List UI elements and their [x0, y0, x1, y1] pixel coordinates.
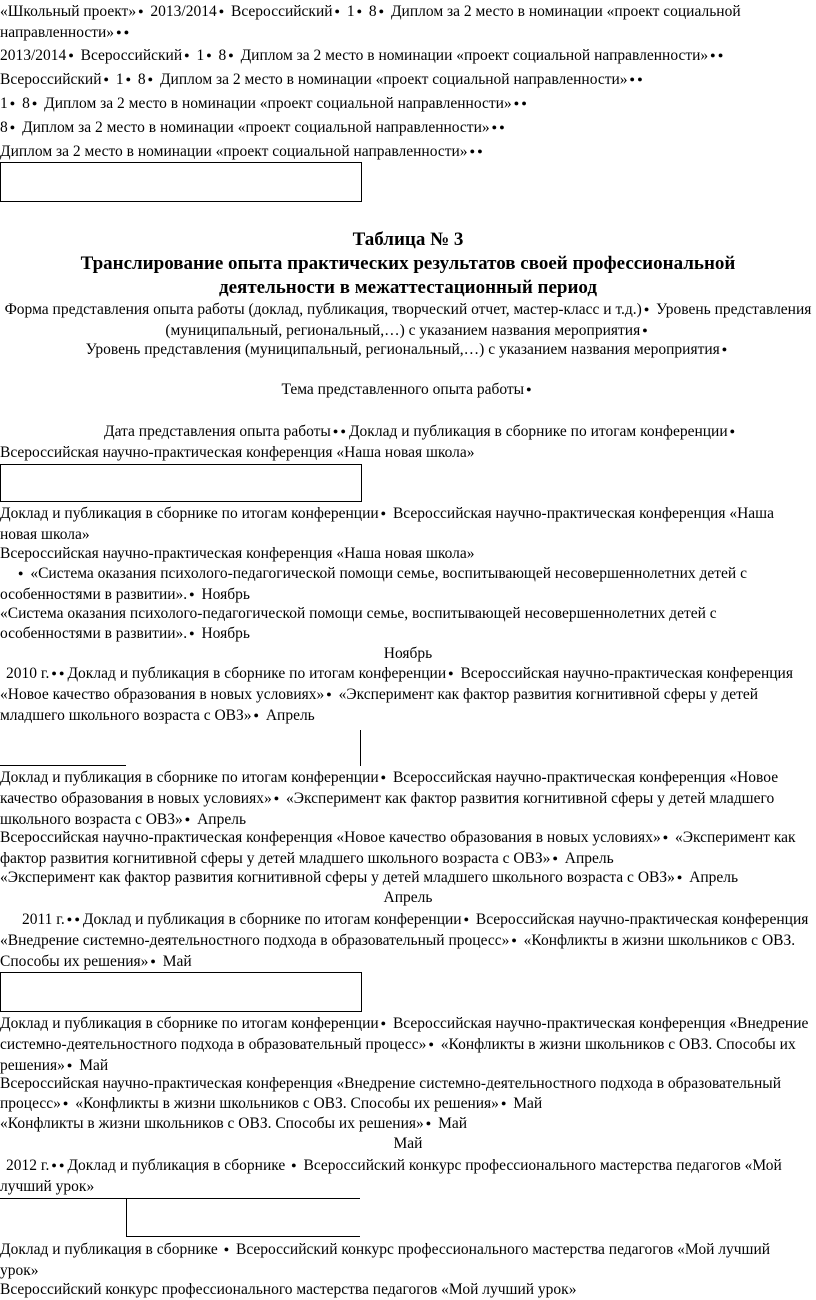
row-3-topic: «Конфликты в жизни школьников с ОВЗ. Способы их решения»● Май	[0, 1114, 810, 1135]
row-3-form: Доклад и публикация в сборнике по итогам конференции● Всероссийская научно-практическая конференция «Внедрение системно-деятельностного подхода в образовательный процесс»● «Конфликты в жизни школьников с ОВЗ. Способы их решения»● Май	[0, 1014, 810, 1077]
row-1-event: Всероссийская научно-практическая конференция «Наша новая школа»	[0, 545, 475, 562]
row-2-month: Апрель	[383, 889, 433, 906]
row-4-event: Всероссийский конкурс профессионального мастерства педагогов «Мой лучший урок»	[0, 1281, 577, 1298]
row-4-form: Доклад и публикация в сборнике ● Всероссийский конкурс профессионального мастерства педагогов «Мой лучший урок»	[0, 1240, 810, 1281]
column-header-date: Дата представления опыта работы● ● Доклад и публикация в сборнике по итогам конференции● Всероссийская научно-практическая конференция «Наша новая школа»	[0, 422, 810, 463]
row-1-form: Доклад и публикация в сборнике по итогам конференции● Всероссийская научно-практическая конференция «Наша новая школа»	[0, 504, 810, 545]
row-3-event: Всероссийская научно-практическая конференция «Внедрение системно-деятельностного подхода в образовательный процесс»● «Конфликты в жизни школьников с ОВЗ. Способы их решения»● Май	[0, 1074, 810, 1115]
column-header-level: Уровень представления (муниципальный, региональный,…) с указанием названия мероприятия●	[0, 340, 816, 361]
empty-cell-box	[0, 464, 362, 502]
table-title: Транслирование опыта практических результатов своей профессиональной деятельности в межаттестационный период	[80, 253, 736, 298]
table-rule	[126, 1236, 360, 1237]
table-number: Таблица № 3	[352, 229, 464, 250]
text-line-6: Диплом за 2 место в номинации «проект социальной направленности»● ●	[0, 142, 810, 163]
row-3-month: Май	[393, 1135, 423, 1152]
table-rule	[360, 730, 361, 766]
row-1-month: Ноябрь	[383, 645, 433, 662]
column-header-topic: Тема представленного опыта работы●	[0, 380, 816, 401]
table-rule	[126, 1198, 127, 1236]
empty-cell-box	[0, 972, 362, 1012]
row-1-topic: ● «Система оказания психолого-педагогической помощи семье, воспитывающей несовершеннолетних детей с особенностями в развитии».● Ноябрь	[0, 564, 810, 606]
row-2-year: 2010 г.● ● Доклад и публикация в сборнике по итогам конференции● Всероссийская научно-практическая конференция «Новое качество образования в новых условиях»● «Эксперимент как фактор развития когнитивной сферы у детей младшего школьного возраста с ОВЗ»● Апрель	[0, 664, 810, 727]
empty-cell-box	[0, 162, 362, 202]
table-rule	[0, 765, 126, 766]
text-line-2: 2013/2014● Всероссийский● 1● 8● Диплом за 2 место в номинации «проект социальной направленности»● ●	[0, 46, 810, 67]
row-2-event: Всероссийская научно-практическая конференция «Новое качество образования в новых условиях»● «Эксперимент как фактор развития когнитивной сферы у детей младшего школьного возраста с ОВЗ»● Апрель	[0, 828, 810, 870]
text-line-3: Всероссийский● 1● 8● Диплом за 2 место в номинации «проект социальной направленности»● ●	[0, 70, 810, 91]
row-3-year: 2011 г.● ● Доклад и публикация в сборнике по итогам конференции● Всероссийская научно-практическая конференция «Внедрение системно-деятельностного подхода в образовательный процесс»● «Конфликты в жизни школьников с ОВЗ. Способы их решения»● Май	[0, 910, 810, 973]
text-line-4: 1● 8● Диплом за 2 место в номинации «проект социальной направленности»● ●	[0, 94, 810, 115]
row-2-form: Доклад и публикация в сборнике по итогам конференции● Всероссийская научно-практическая конференция «Новое качество образования в новых условиях»● «Эксперимент как фактор развития когнитивной сферы у детей младшего школьного возраста с ОВЗ»● Апрель	[0, 768, 810, 831]
row-1-topic-repeat: «Система оказания психолого-педагогической помощи семье, воспитывающей несовершеннолетних детей с особенностями в развитии».● Ноябрь	[0, 604, 810, 645]
text-line-1: «Школьный проект»● 2013/2014● Всероссийский● 1● 8● Диплом за 2 место в номинации «проект социальной направленности»● ●	[0, 2, 810, 44]
column-header-form: Форма представления опыта работы (доклад, публикация, творческий отчет, мастер-класс и т.д.)● Уровень представления (муниципальный, региональный,…) с указанием названия мероприятия●	[4, 300, 812, 342]
row-2-topic: «Эксперимент как фактор развития когнитивной сферы у детей младшего школьного возраста с ОВЗ»● Апрель	[0, 868, 810, 889]
table-rule	[0, 1198, 360, 1199]
text-line-5: 8● Диплом за 2 место в номинации «проект социальной направленности»● ●	[0, 118, 810, 139]
row-4-year: 2012 г.● ● Доклад и публикация в сборнике ● Всероссийский конкурс профессионального мастерства педагогов «Мой лучший урок»	[0, 1156, 810, 1197]
